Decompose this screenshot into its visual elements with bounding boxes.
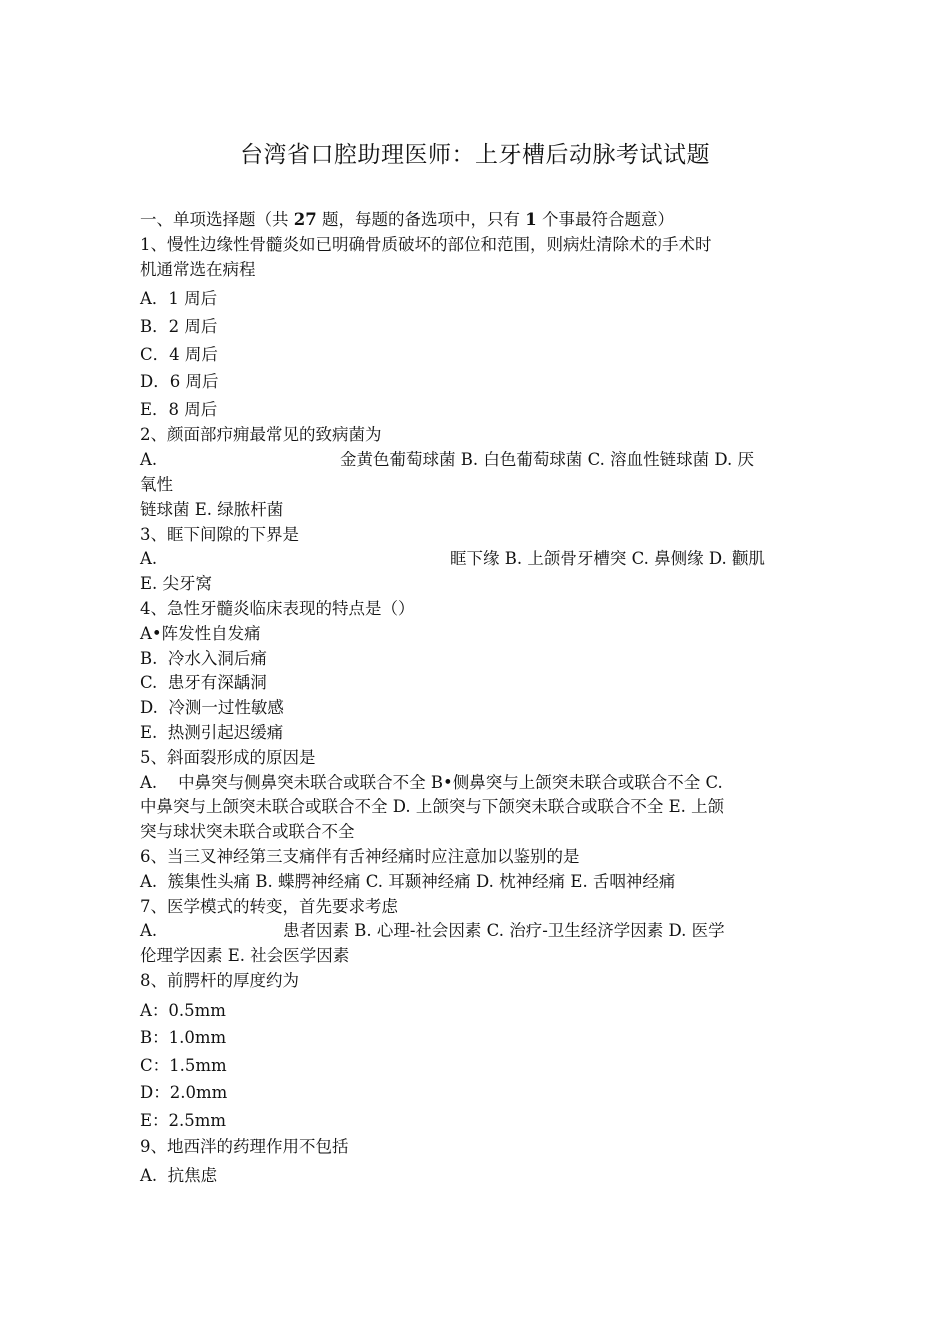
question-5-options-line-3: 突与球状突未联合或联合不全	[140, 822, 355, 842]
question-5-stem: 5、斜面裂形成的原因是	[140, 747, 316, 767]
question-2-stem: 2、颜面部疖痈最常见的致病菌为	[140, 425, 382, 445]
question-4-option-e: E. 热测引起迟缓痛	[140, 722, 284, 742]
question-1-option-c: C．4 周后	[140, 344, 218, 364]
question-4-option-d: D. 冷测一过性敏感	[140, 698, 284, 718]
question-1-option-b: B．2 周后	[140, 316, 218, 336]
question-1-option-d: D．6 周后	[140, 372, 219, 392]
question-7-options-line-2: 伦理学因素 E. 社会医学因素	[140, 946, 350, 966]
question-3-options-line-1: A. 眶下缘 B. 上颌骨牙槽突 C. 鼻侧缘 D. 颧肌	[140, 549, 766, 569]
question-9-stem: 9、地西泮的药理作用不包括	[140, 1136, 349, 1156]
question-6-options-line-1: A. 簇集性头痛 B. 蝶腭神经痛 C. 耳颞神经痛 D. 枕神经痛 E. 舌咽神经痛	[140, 871, 676, 891]
question-7-options-line-1: A. 患者因素 B. 心理-社会因素 C. 治疗-卫生经济学因素 D. 医学	[140, 921, 725, 941]
question-1-option-e: E．8 周后	[140, 399, 218, 419]
document-title: 台湾省口腔助理医师：上牙槽后动脉考试试题	[240, 142, 710, 168]
question-8-option-a: A：0.5mm	[140, 1000, 226, 1020]
question-list	[140, 208, 808, 1190]
question-9-option-a: A. 抗焦虑	[140, 1166, 218, 1186]
question-6-stem: 6、当三叉神经第三支痛伴有舌神经痛时应注意加以鉴别的是	[140, 846, 580, 866]
question-8-option-c: C：1.5mm	[140, 1055, 227, 1075]
question-8-option-b: B：1.0mm	[140, 1028, 227, 1048]
question-4-stem: 4、急性牙髓炎临床表现的特点是（）	[140, 598, 415, 618]
question-4-option-a: A•阵发性自发痛	[140, 623, 261, 643]
question-1-option-a: A．1 周后	[140, 289, 218, 309]
question-1-stem-cont: 机通常选在病程	[140, 259, 256, 279]
section-heading: 一、单项选择题（共 27 题，每题的备选项中，只有 1 个事最符合题意）	[140, 210, 674, 229]
question-3-options-line-2: E. 尖牙窝	[140, 574, 213, 594]
question-3-stem: 3、眶下间隙的下界是	[140, 524, 299, 544]
question-2-options-line-3: 链球菌 E. 绿脓杆菌	[140, 499, 284, 519]
question-8-stem: 8、前腭杆的厚度约为	[140, 970, 299, 990]
question-4-option-c: C. 患牙有深龋洞	[140, 673, 267, 693]
question-7-stem: 7、医学模式的转变，首先要求考虑	[140, 896, 398, 916]
question-8-option-d: D：2.0mm	[140, 1083, 228, 1103]
question-2-options-line-1: A. 金黄色葡萄球菌 B. 白色葡萄球菌 C. 溶血性链球菌 D. 厌	[140, 450, 755, 470]
question-1-stem: 1、慢性边缘性骨髓炎如已明确骨质破坏的部位和范围，则病灶清除术的手术时	[140, 234, 712, 254]
question-5-options-line-2: 中鼻突与上颌突未联合或联合不全 D. 上颌突与下颌突未联合或联合不全 E. 上颌	[140, 797, 725, 817]
question-5-options-line-1: A. 中鼻突与侧鼻突未联合或联合不全 B•侧鼻突与上颌突未联合或联合不全 C.	[140, 772, 723, 792]
question-4-option-b: B. 冷水入洞后痛	[140, 648, 267, 668]
question-2-options-line-2: 氧性	[140, 474, 173, 494]
question-8-option-e: E：2.5mm	[140, 1111, 227, 1131]
